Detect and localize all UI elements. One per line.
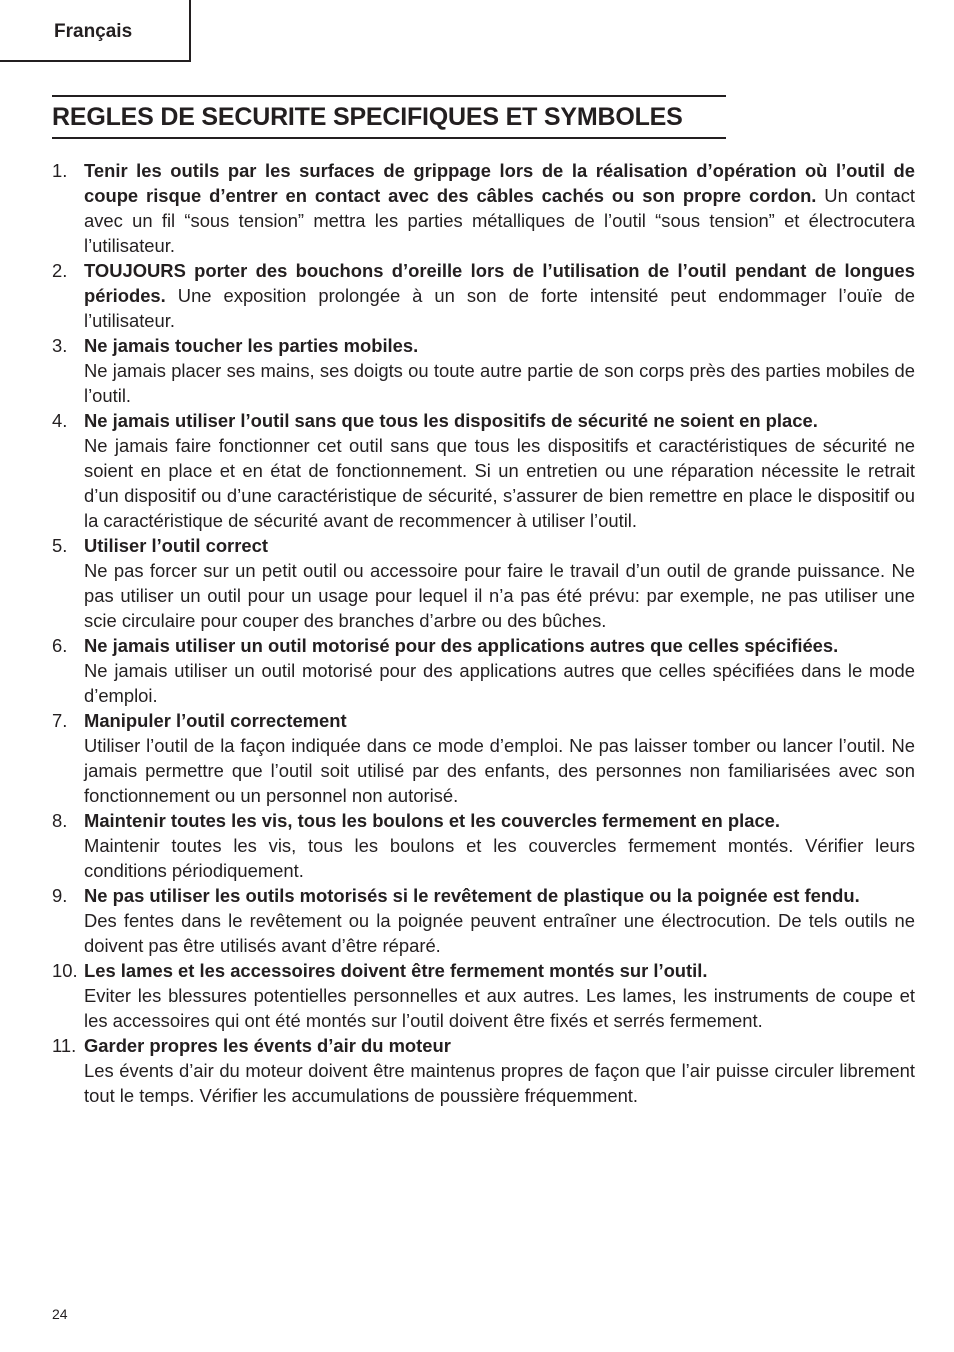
item-text: Des fentes dans le revêtement ou la poignée peuvent entraîner une électrocution. De tels outils ne doivent pas être utilisés avant d’être réparé. xyxy=(84,910,915,956)
item-number: 2. xyxy=(52,260,68,281)
list-item xyxy=(52,1033,915,1108)
list-item xyxy=(52,408,915,533)
item-heading: Tenir les outils par les surfaces de grippage lors de la réalisation d’opération où l’outil de coupe risque d’entrer en contact avec des câbles cachés ou son propre cordon. xyxy=(84,160,915,206)
item-heading: Manipuler l’outil correctement xyxy=(84,710,347,731)
list-item xyxy=(52,633,915,708)
item-number: 7. xyxy=(52,710,68,731)
item-heading: Utiliser l’outil correct xyxy=(84,535,268,556)
list-item xyxy=(52,883,915,958)
item-heading: Garder propres les évents d’air du moteur xyxy=(84,1035,451,1056)
safety-rules-list xyxy=(52,158,915,1108)
item-heading: Les lames et les accessoires doivent être fermement montés sur l’outil. xyxy=(84,960,708,981)
list-item xyxy=(52,958,915,1033)
item-number: 9. xyxy=(52,885,68,906)
section-title-box xyxy=(52,95,726,139)
item-number: 6. xyxy=(52,635,68,656)
item-heading: TOUJOURS porter des bouchons d’oreille lors de l’utilisation de l’outil pendant de longues périodes. xyxy=(84,260,915,306)
item-heading: Maintenir toutes les vis, tous les boulons et les couvercles fermement en place. xyxy=(84,810,781,831)
list-item xyxy=(52,258,915,333)
item-heading: Ne jamais utiliser un outil motorisé pour des applications autres que celles spécifiées. xyxy=(84,635,839,656)
list-item xyxy=(52,533,915,633)
item-text: Ne pas forcer sur un petit outil ou accessoire pour faire le travail d’un outil de grande puissance. Ne pas utiliser un outil pour un usage pour lequel il n’a pas été prévu: par exemple, ne pas utiliser une scie circulaire pour couper des branches d’arbre ou des bûches. xyxy=(84,560,915,631)
list-item xyxy=(52,808,915,883)
item-number: 5. xyxy=(52,535,68,556)
item-text: Ne jamais placer ses mains, ses doigts ou toute autre partie de son corps près des parties mobiles de l’outil. xyxy=(84,360,915,406)
item-text: Ne jamais utiliser un outil motorisé pour des applications autres que celles spécifiées dans le mode d’emploi. xyxy=(84,660,915,706)
page-number: 24 xyxy=(52,1306,68,1322)
item-number: 1. xyxy=(52,160,68,181)
item-text: Ne jamais faire fonctionner cet outil sans que tous les dispositifs et caractéristiques de sécurité ne soient en place et en état de fonctionnement. Si un entretien ou une réparation nécessite le retrait d’un dispositif ou d’une caractéristique de sécurité, s’assurer de bien remettre en place le dispositif ou la caractéristique de sécurité avant de recommencer à utiliser l’outil. xyxy=(84,435,915,531)
language-tab xyxy=(0,0,191,62)
item-heading: Ne jamais toucher les parties mobiles. xyxy=(84,335,419,356)
item-number: 10. xyxy=(52,960,78,981)
list-item xyxy=(52,333,915,408)
item-number: 4. xyxy=(52,410,68,431)
item-text: Un contact avec un fil “sous tension” mettra les parties métalliques de l’outil “sous tension” et électrocutera l’utilisateur. xyxy=(84,185,916,256)
language-label: Français xyxy=(54,21,133,42)
list-item xyxy=(52,708,915,808)
item-text: Les évents d’air du moteur doivent être maintenus propres de façon que l’air puisse circuler librement tout le temps. Vérifier les accumulations de poussière fréquemment. xyxy=(84,1060,915,1106)
item-number: 11. xyxy=(52,1035,77,1056)
page-title: REGLES DE SECURITE SPECIFIQUES ET SYMBOLES xyxy=(52,103,683,131)
item-number: 8. xyxy=(52,810,68,831)
item-text: Une exposition prolongée à un son de forte intensité peut endommager l’ouïe de l’utilisateur. xyxy=(84,285,915,331)
item-heading: Ne pas utiliser les outils motorisés si le revêtement de plastique ou la poignée est fendu. xyxy=(84,885,860,906)
list-item xyxy=(52,158,915,258)
item-text: Maintenir toutes les vis, tous les boulons et les couvercles fermement montés. Vérifier leurs conditions périodiquement. xyxy=(84,835,915,881)
item-number: 3. xyxy=(52,335,68,356)
item-text: Eviter les blessures potentielles personnelles et aux autres. Les lames, les instruments de coupe et les accessoires qui ont été montés sur l’outil doivent être fixés et serrés fermement. xyxy=(84,985,915,1031)
item-text: Utiliser l’outil de la façon indiquée dans ce mode d’emploi. Ne pas laisser tomber ou lancer l’outil. Ne jamais permettre que l’outil soit utilisé par des enfants, des personnes non familiarisées avec son fonctionnement ou un personnel non autorisé. xyxy=(84,735,915,806)
item-heading: Ne jamais utiliser l’outil sans que tous les dispositifs de sécurité ne soient en place. xyxy=(84,410,818,431)
